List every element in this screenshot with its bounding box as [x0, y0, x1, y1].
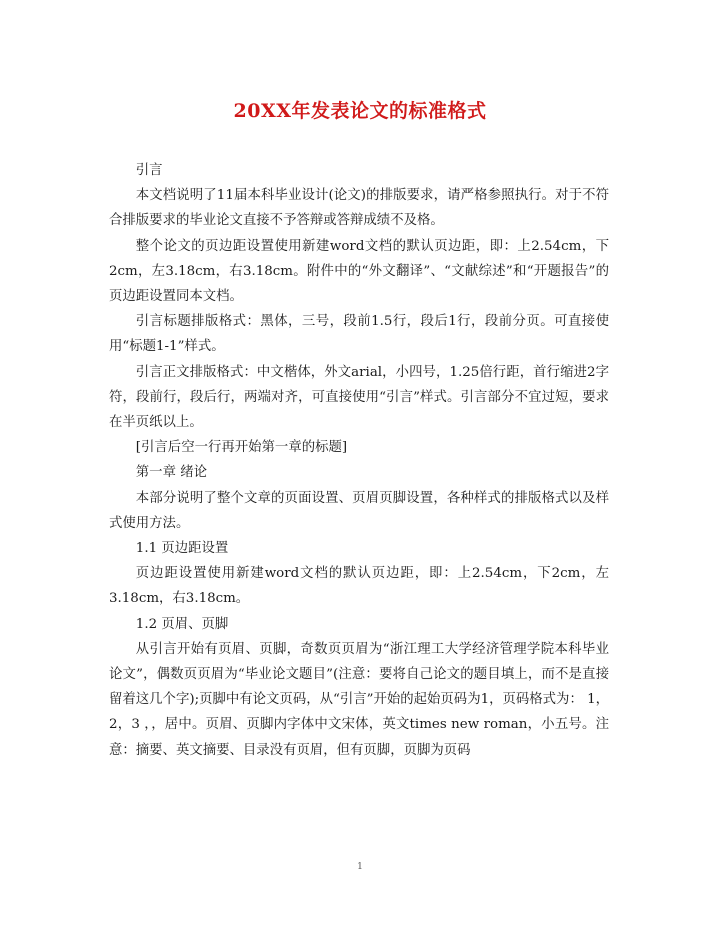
paragraph: 引言标题排版格式：黑体，三号，段前1.5行，段后1行，段前分页。可直接使用“标题1-1”样式。 — [109, 314, 609, 355]
paragraph: 整个论文的页边距设置使用新建word文档的默认页边距，即：上2.54cm，下2cm，左3.18cm，右3.18cm。附件中的“外文翻译”、“文献综述”和“开题报告”的页边距设置同本文档。 — [109, 238, 609, 305]
document-body — [109, 158, 609, 763]
section-heading-intro: 引言 — [135, 163, 163, 178]
page-number: 1 — [357, 862, 363, 872]
section-heading: 1.1 页边距设置 — [135, 541, 229, 557]
paragraph: 本部分说明了整个文章的页面设置、页眉页脚设置，各种样式的排版格式以及样式使用方法。 — [109, 490, 609, 531]
paragraph: 本文档说明了11届本科毕业设计(论文)的排版要求，请严格参照执行。对于不符合排版要求的毕业论文直接不予答辩或答辩成绩不及格。 — [109, 188, 609, 229]
paragraph: 从引言开始有页眉、页脚，奇数页页眉为“浙江理工大学经济管理学院本科毕业论文”，偶数页页眉为“毕业论文题目”(注意：要将自己论文的题目填上，而不是直接留着这几个字);页脚中有论文页码，从“引言”开始的起始页码为1，页码格式为： 1，2，3 ，，居中。页眉、页脚内字体中文宋体，英文times new roman，小五号。注意：摘要、英文摘要、目录没有页眉，但有页脚，页脚为页码 — [109, 641, 610, 758]
chapter-heading: 第一章 绪论 — [135, 465, 208, 481]
paragraph: 引言正文排版格式：中文楷体，外文arial，小四号，1.25倍行距，首行缩进2字符，段前行，段后行，两端对齐，可直接使用“引言”样式。引言部分不宜过短，要求在半页纸以上。 — [109, 364, 609, 431]
section-heading: 1.2 页眉、页脚 — [135, 616, 229, 632]
paragraph: 页边距设置使用新建word文档的默认页边距，即：上2.54cm，下2cm，左3.18cm，右3.18cm。 — [109, 566, 609, 607]
document-title: 20XX年发表论文的标准格式 — [233, 100, 487, 122]
note-paragraph: [引言后空一行再开始第一章的标题] — [135, 440, 348, 456]
